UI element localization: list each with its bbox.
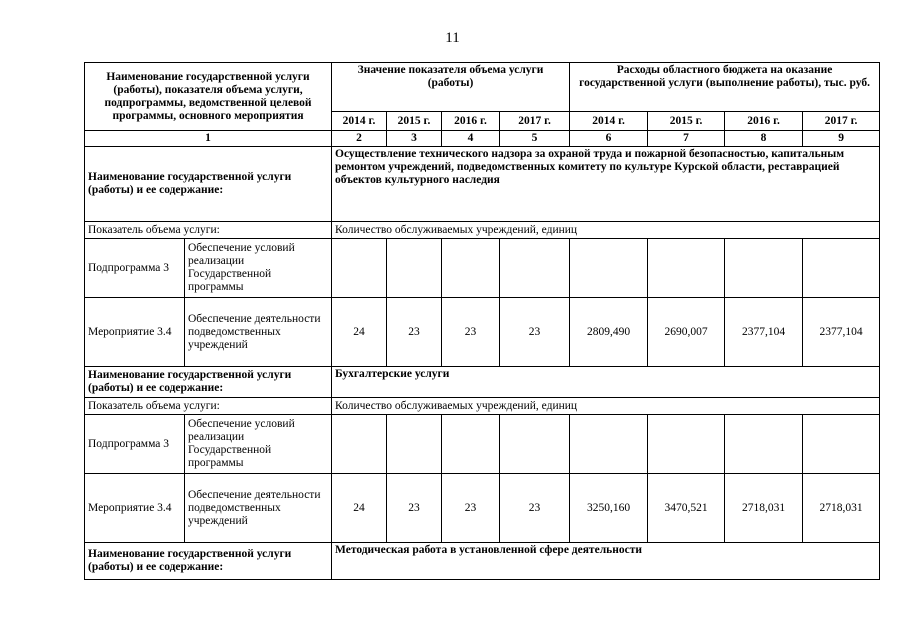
value-cell: 23 [387,298,442,367]
expense-cell: 2718,031 [725,474,803,543]
measure-row [85,298,880,367]
expense-cell [648,239,725,298]
header-value-cell: Значение показателя объема услуги (работы) [332,63,570,112]
subprogram-row [85,239,880,298]
expense-cell: 2690,007 [648,298,725,367]
value-cell [332,415,387,474]
subprogram-label: Подпрограмма 3 [85,239,185,298]
year-cell: 2017 г. [803,112,880,131]
value-cell [332,239,387,298]
index-cell: 1 [85,131,332,147]
subprogram-desc: Обеспечение условий реализации Государственной программы [185,239,332,298]
expense-cell [570,415,648,474]
year-cell: 2016 г. [725,112,803,131]
value-cell [387,415,442,474]
expense-cell [648,415,725,474]
index-cell: 4 [442,131,500,147]
subprogram-label: Подпрограмма 3 [85,415,185,474]
indicator-label: Показатель объема услуги: [85,398,332,415]
service-label: Наименование государственной услуги (работы) и ее содержание: [85,543,332,580]
expense-cell: 2718,031 [803,474,880,543]
value-cell: 24 [332,298,387,367]
expense-cell [803,415,880,474]
value-cell [442,239,500,298]
expense-cell: 2377,104 [803,298,880,367]
measure-label: Мероприятие 3.4 [85,298,185,367]
expense-cell [725,415,803,474]
index-cell: 9 [803,131,880,147]
index-cell: 2 [332,131,387,147]
service-row [85,367,880,398]
indicator-row [85,222,880,239]
service-text: Осуществление технического надзора за охраной труда и пожарной безопасностью, капитальным ремонтом учреждений, подведомственных комитету по культуре Курской области, реставрацией объектов культурного наследия [332,147,880,222]
measure-row [85,474,880,543]
value-cell: 23 [500,298,570,367]
value-cell: 23 [500,474,570,543]
value-cell [500,415,570,474]
indicator-text: Количество обслуживаемых учреждений, единиц [332,398,880,415]
expense-cell: 3250,160 [570,474,648,543]
index-cell: 5 [500,131,570,147]
year-cell: 2015 г. [648,112,725,131]
header-expense-cell: Расходы областного бюджета на оказание государственной услуги (выполнение работы), тыс. руб. [570,63,880,112]
year-cell: 2014 г. [332,112,387,131]
value-cell [387,239,442,298]
measure-label: Мероприятие 3.4 [85,474,185,543]
subprogram-desc: Обеспечение условий реализации Государственной программы [185,415,332,474]
header-row [85,63,880,112]
value-cell [500,239,570,298]
value-cell: 23 [387,474,442,543]
indicator-text: Количество обслуживаемых учреждений, единиц [332,222,880,239]
service-row [85,543,880,580]
index-cell: 8 [725,131,803,147]
expense-cell [803,239,880,298]
expense-cell: 2377,104 [725,298,803,367]
value-cell [442,415,500,474]
page-number: 11 [445,30,460,46]
header-name-cell: Наименование государственной услуги (работы), показателя объема услуги, подпрограммы, ведомственной целевой программы, основного мероприятия [85,63,332,131]
year-cell: 2017 г. [500,112,570,131]
expense-cell: 2809,490 [570,298,648,367]
indicator-row [85,398,880,415]
measure-desc: Обеспечение деятельности подведомственных учреждений [185,298,332,367]
service-volume-table [84,62,880,580]
indicator-label: Показатель объема услуги: [85,222,332,239]
header-index-row [85,131,880,147]
subprogram-row [85,415,880,474]
index-cell: 3 [387,131,442,147]
expense-cell: 3470,521 [648,474,725,543]
value-cell: 24 [332,474,387,543]
service-label: Наименование государственной услуги (работы) и ее содержание: [85,367,332,398]
index-cell: 6 [570,131,648,147]
year-cell: 2014 г. [570,112,648,131]
expense-cell [725,239,803,298]
value-cell: 23 [442,474,500,543]
year-cell: 2016 г. [442,112,500,131]
service-text: Бухгалтерские услуги [332,367,880,398]
index-cell: 7 [648,131,725,147]
expense-cell [570,239,648,298]
year-cell: 2015 г. [387,112,442,131]
service-text: Методическая работа в установленной сфере деятельности [332,543,880,580]
service-label: Наименование государственной услуги (работы) и ее содержание: [85,147,332,222]
measure-desc: Обеспечение деятельности подведомственных учреждений [185,474,332,543]
value-cell: 23 [442,298,500,367]
service-row [85,147,880,222]
